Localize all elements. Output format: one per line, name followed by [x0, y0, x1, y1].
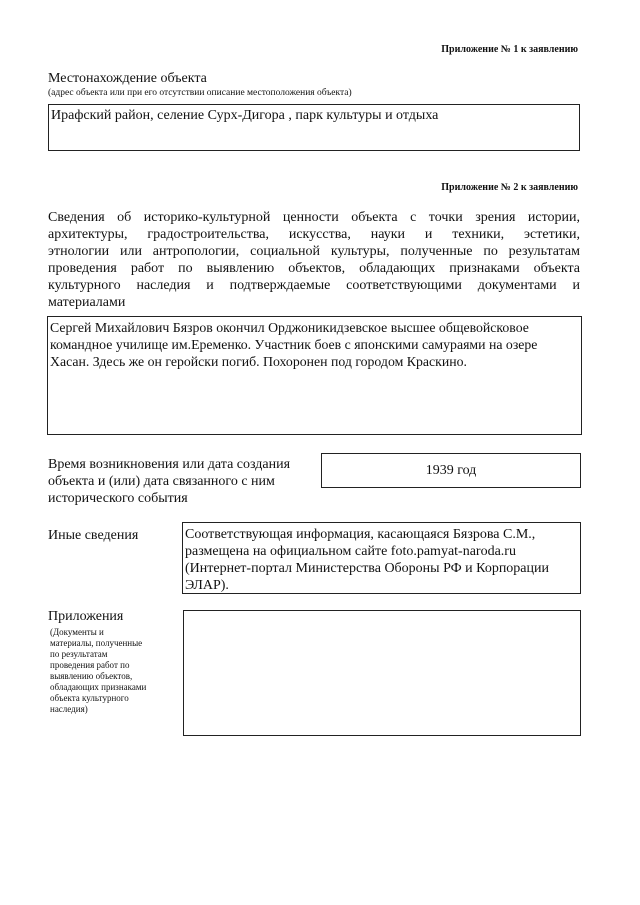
heading-line: проведения работ по выявлению объектов, обладающих признаками объекта — [48, 261, 580, 276]
other-label: Иные сведения — [48, 528, 139, 543]
location-field — [48, 104, 580, 151]
other-line: размещена на официальном сайте foto.pamyat-naroda.ru — [185, 544, 516, 559]
location-value: Ирафский район, селение Сурх-Дигора , парк культуры и отдыха — [51, 108, 439, 123]
attachments-note-line: обладающих признаками — [50, 682, 147, 692]
heritage-line: Сергей Михайлович Бязров окончил Орджоникидзевское высшее общевойсковое — [50, 320, 529, 335]
other-line: ЭЛАР). — [185, 578, 229, 593]
attachments-note-line: наследия) — [50, 704, 88, 714]
heritage-heading — [48, 209, 580, 311]
heading-line: материалами — [48, 295, 126, 310]
other-line: (Интернет-портал Министерства Обороны РФ и Корпорации — [185, 561, 549, 576]
appendix-2-caption: Приложение № 2 к заявлению — [441, 182, 578, 193]
appendix-1-caption: Приложение № 1 к заявлению — [441, 44, 578, 55]
other-line: Соответствующая информация, касающаяся Бязрова С.М., — [185, 527, 536, 542]
heading-line: культурного наследия и подтверждаемые соответствующими документами и — [48, 278, 580, 293]
attachments-note-line: по результатам — [50, 649, 108, 659]
location-hint: (адрес объекта или при его отсутствии описание местоположения объекта) — [48, 88, 352, 98]
date-value: 1939 год — [425, 462, 477, 478]
heading-line: Сведения об историко-культурной ценности объекта с точки зрения истории, — [48, 210, 580, 225]
location-title: Местонахождение объекта — [48, 71, 207, 86]
attachments-note — [50, 627, 146, 715]
date-label — [48, 456, 290, 507]
attachments-field — [183, 610, 581, 736]
heritage-line: командное училище им.Еременко. Участник боев с японскими самураями на озере — [50, 337, 538, 352]
date-field — [321, 453, 581, 488]
date-label-line: Время возникновения или дата создания — [48, 457, 291, 472]
date-label-line: объекта и (или) дата связанного с ним — [48, 474, 275, 489]
attachments-label: Приложения — [48, 609, 124, 624]
heading-line: архитектуры, градостроительства, искусства, науки и техники, эстетики, — [48, 227, 580, 242]
attachments-note-line: объекта культурного — [50, 693, 129, 703]
heritage-line: Хасан. Здесь же он геройски погиб. Похоронен под городом Краскино. — [50, 354, 467, 369]
attachments-note-line: (Документы и — [50, 627, 104, 637]
date-label-line: исторического события — [48, 491, 188, 506]
heading-line: этнологии или антропологии, социальной культуры, полученные по результатам — [48, 244, 580, 259]
attachments-note-line: проведения работ по — [50, 660, 130, 670]
other-field — [182, 522, 581, 594]
heritage-field — [47, 316, 582, 435]
attachments-note-line: выявлению объектов, — [50, 671, 133, 681]
attachments-note-line: материалы, полученные — [50, 638, 143, 648]
attachments-value — [184, 611, 580, 614]
